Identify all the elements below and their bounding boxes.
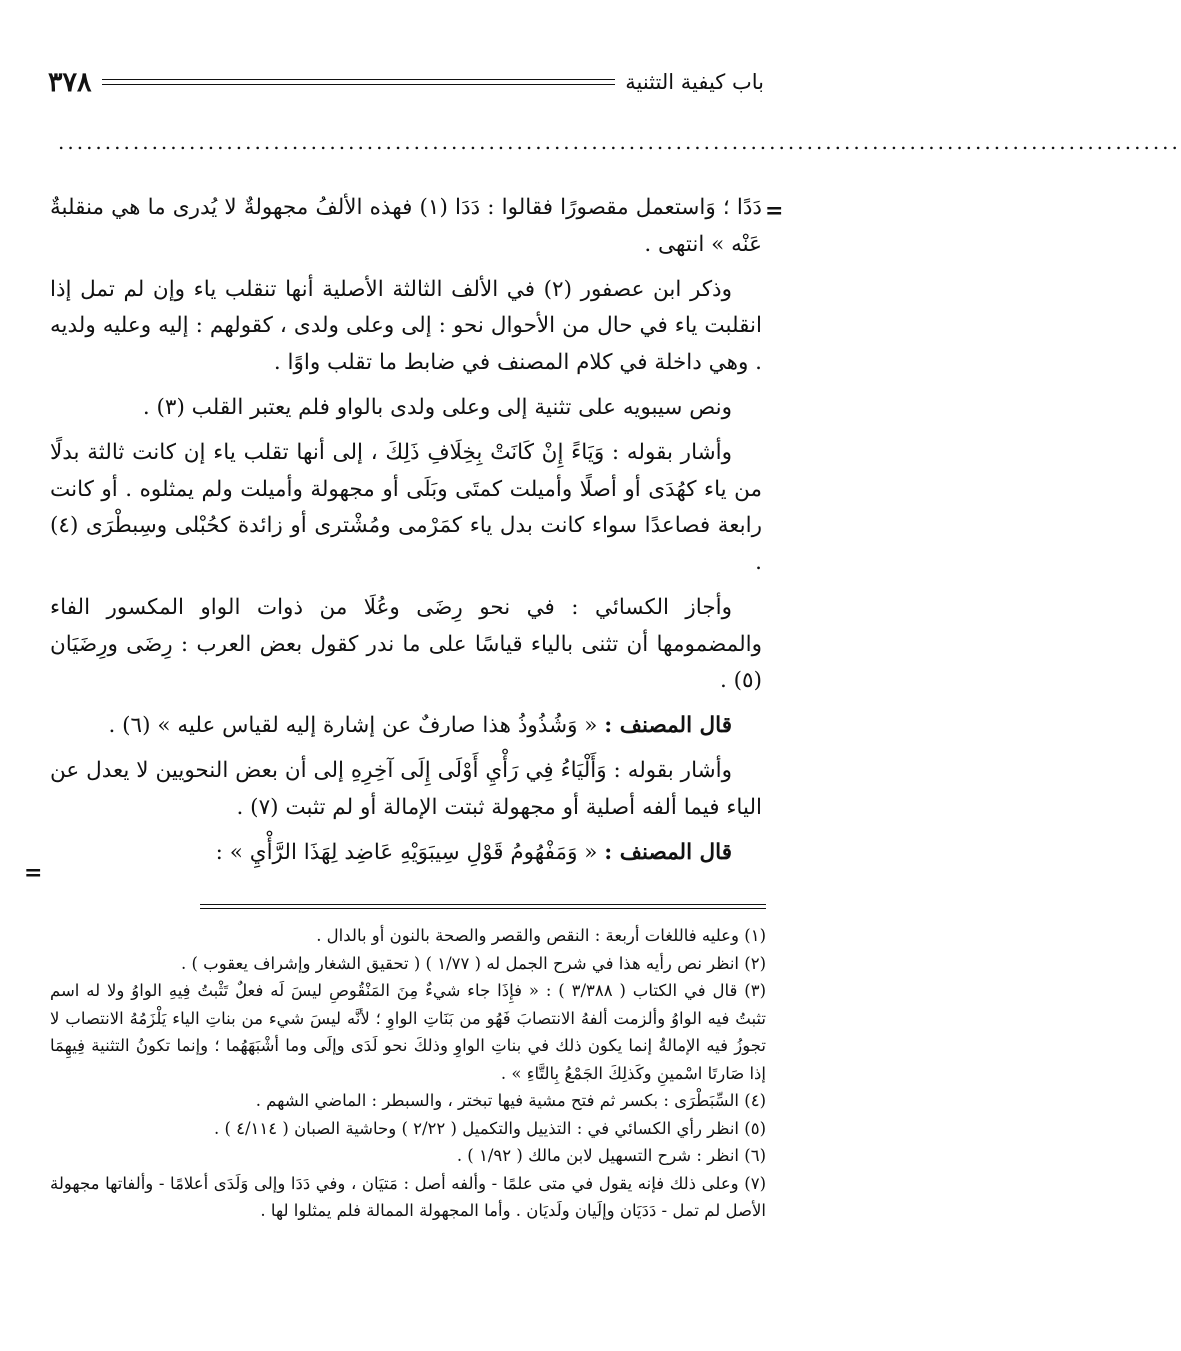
footnote: (١) وعليه فاللغات أربعة : النقص والقصر والصحة بالنون أو بالدال . <box>316 926 766 945</box>
footnote-separator <box>200 904 766 909</box>
footnote: (٧) وعلى ذلك فإنه يقول في متى علمًا - وألفه أصل : مَتيَان ، وفي دَدَا وإلى وَلَدَى أعلامًا - وألفاتها مجهولة الأصل لم تمل - دَدَيَان وإلَيان ولَديَان . وأما المجهولة الممالة فلم يمثلوا لها . <box>50 1173 766 1220</box>
footnote: (٢) انظر نص رأيه هذا في شرح الجمل له ( ١/٧٧ ) ( تحقيق الشغار وإشراف يعقوب ) . <box>180 953 766 973</box>
header-rule <box>102 79 616 85</box>
author-lead: قال المصنف : <box>604 713 732 739</box>
paragraph <box>50 835 762 872</box>
paragraph <box>50 708 762 745</box>
paragraph: وأجاز الكسائي : في نحو رِضَى وعُلَا من ذوات الواو المكسور الفاء والمضمومها أن تثنى بالياء قياسًا على ما ندر كقول بعض العرب : رِضَى ورِضَيَان (٥) . <box>50 594 762 694</box>
continuation-mark-top: = <box>765 198 784 224</box>
main-text <box>50 190 762 880</box>
paragraph: دَدًا ؛ وَاستعمل مقصورًا فقالوا : دَدَا (١) فهذه الألفُ مجهولةٌ لا يُدرى ما هي منقلبةٌ عَنْه » انتهى . <box>50 195 762 257</box>
quote-text: « وَشُذُوذُ هذا صارفٌ عن إشارة إليه لقياس عليه » (٦) . <box>108 713 598 739</box>
quote-text: « وَمَفْهُومُ قَوْلِ سِيبَوَيْهِ عَاضِد لِهَذَا الرَّأْيِ » : <box>215 840 598 865</box>
author-lead: قال المصنف : <box>604 840 732 865</box>
footnote: (٦) انظر : شرح التسهيل لابن مالك ( ١/٩٢ ) . <box>456 1146 766 1165</box>
paragraph: وأشار بقوله : وَيَاءً إِنْ كَانَتْ بِخِلَافِ ذَلِكَ ، إلى أنها تقلب ياء إن كانت ثالثة بدلًا من ياء كهُدَى أو أصلًا وأميلت كمتَى وبَلَى أو مجهولة وأميلت ولم يمثلوه . أو كانت رابعة فصاعدًا سواء كانت بدل ياء كمَرْمى ومُشْترى أو زائدة كحُبْلى وسِبطْرَى (٤) . <box>50 440 762 575</box>
paragraph: وذكر ابن عصفور (٢) في الألف الثالثة الأصلية أنها تنقلب ياء وإن لم تمل إذا انقلبت ياء في حال من الأحوال نحو : إلى وعلى ولدى ، كقولهم : إليه وعليه ولديه . وهي داخلة في كلام المصنف في ضابط ما تقلب واوًا . <box>50 276 762 375</box>
paragraph: وأشار بقوله : وَأَلْيَاءُ فِي رَأْيِ أَوْلَى إِلَى آخِرِهِ إلى أن بعض النحويين لا يعدل عن الياء فيما ألفه أصلية أو مجهولة ثبتت الإمالة أو لم تثبت (٧) . <box>50 758 762 820</box>
continuation-mark-bottom: = <box>24 860 43 886</box>
footnote: (٤) السِّبَطْرَى : بكسر ثم فتح مشية فيها تبختر ، والسبطر : الماضي الشهم . <box>255 1091 766 1110</box>
chapter-title: باب كيفية التثنية <box>625 70 764 94</box>
footnotes <box>50 922 766 1225</box>
dotted-divider: ........................................................................................................................ <box>58 130 1181 154</box>
page-number: ٣٧٨ <box>48 66 92 98</box>
paragraph: ونص سيبويه على تثنية إلى وعلى ولدى بالواو فلم يعتبر القلب (٣) . <box>142 394 732 420</box>
footnote: (٥) انظر رأي الكسائي في : التذييل والتكميل ( ٢/٢٢ ) وحاشية الصبان ( ٤/١١٤ ) . <box>213 1118 766 1138</box>
footnote: (٣) قال في الكتاب ( ٣/٣٨٨ ) : « فإِذَا جاء شيءٌ مِنَ المَنْقُوصِ ليسَ لَه فعلٌ تَثْبتُ فِيهِ الواوُ ولا له اسم تثبتُ فيه الواوُ وألزمت ألفهُ الانتصابَ فَهُو من بَنَاتِ الواوِ ؛ لأنَّه ليسَ شيء من بناتِ الياء يَلْزَمُهُ الانتصاب لا تجوزُ فيه الإمالةُ إنما يكون ذلك في بناتِ الواوِ وذلكَ نحو لَدَى وإلَى وما أشْبَهَهُما ؛ وإنما تكونُ التثنية فِيهِمَا إذا صَارتَا اسْمينِ وكَذلِكَ الجَمْعُ بِالتَّاءِ » . <box>50 981 766 1083</box>
running-header <box>48 62 764 102</box>
